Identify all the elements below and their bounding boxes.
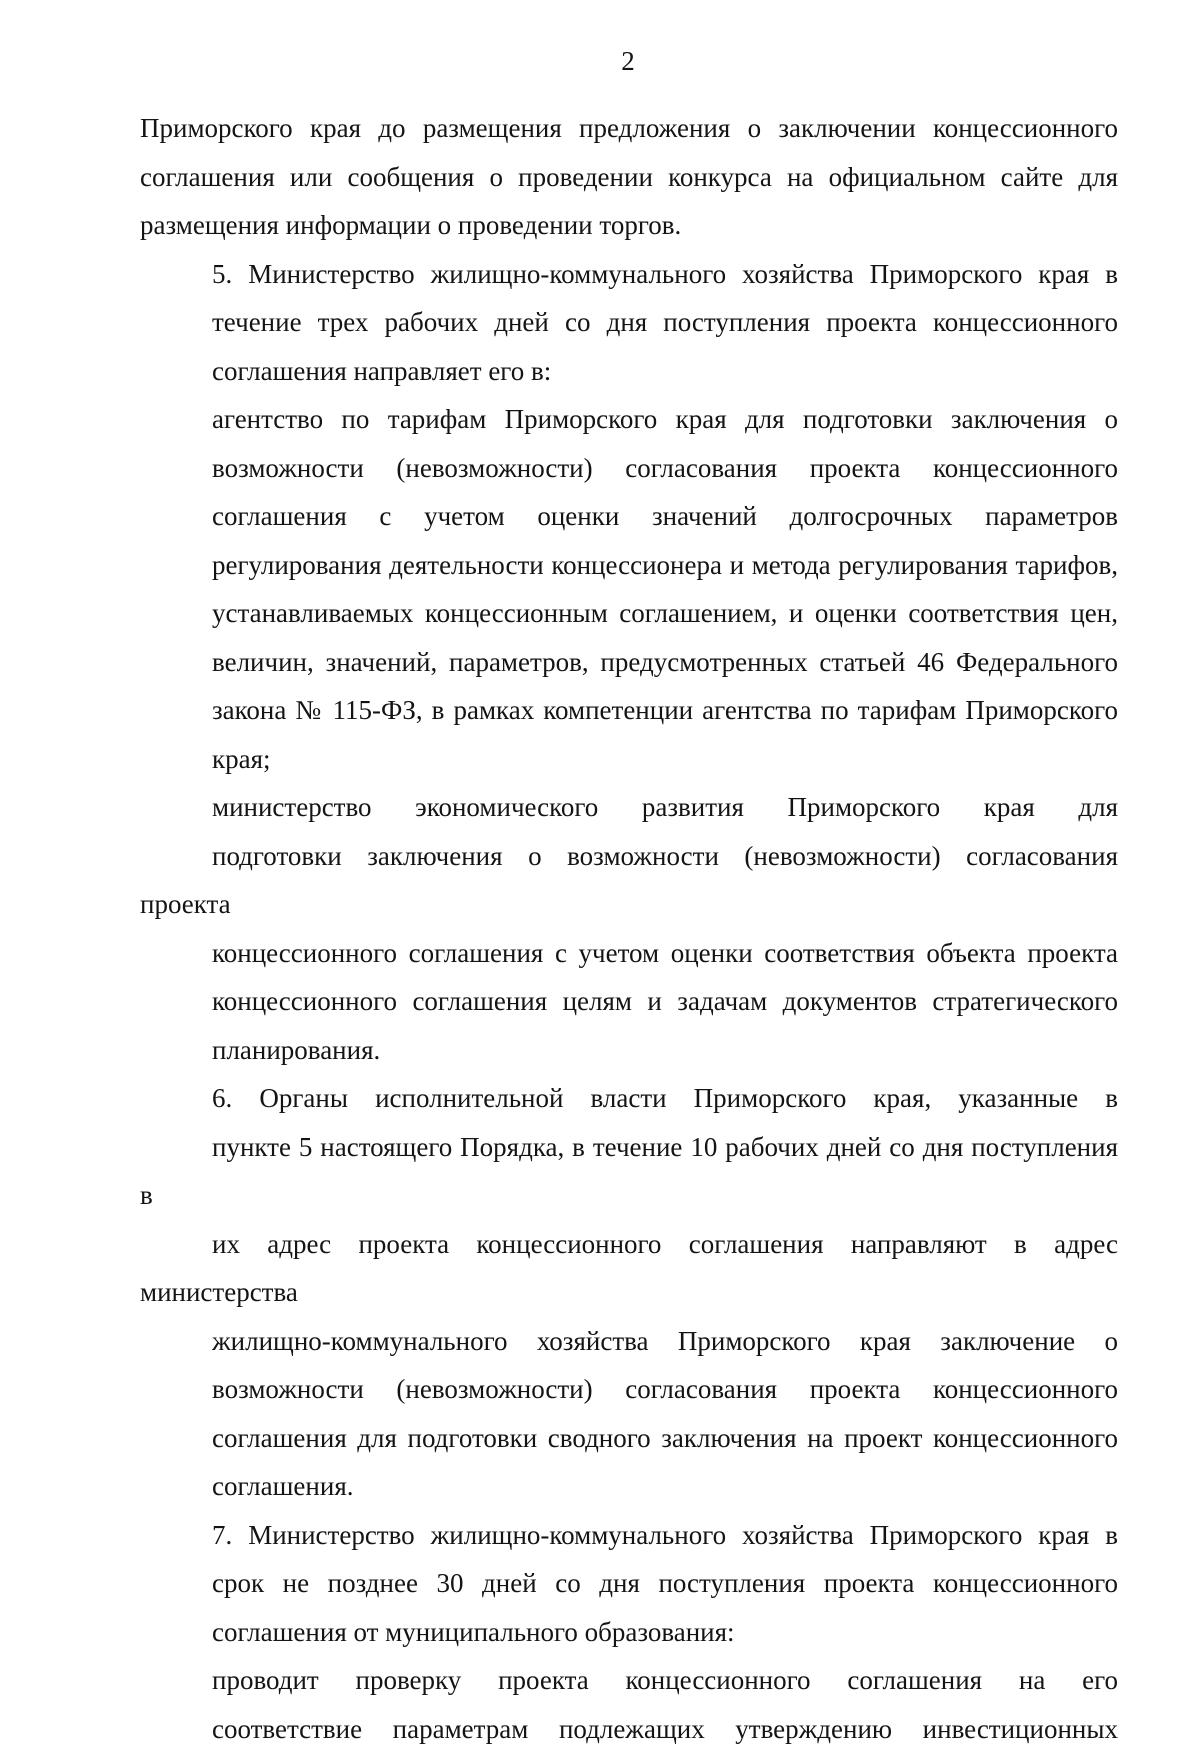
paragraph-tariff-agency [140, 395, 1118, 783]
text-line: 6. Органы исполнительной власти Приморского края, указанные в [140, 1074, 1118, 1123]
text-line: концессионного соглашения целям и задачам документов стратегического [140, 977, 1118, 1026]
paragraph-continuation [140, 104, 1118, 250]
text-line: возможности (невозможности) согласования проекта концессионного [140, 444, 1118, 493]
text-line: соглашения с учетом оценки значений долгосрочных параметров [140, 492, 1118, 541]
text-line: 5. Министерство жилищно-коммунального хозяйства Приморского края в [140, 250, 1118, 299]
text-line: Приморского края до размещения предложения о заключении концессионного [140, 104, 1118, 153]
paragraph-economy-ministry [140, 783, 1118, 1074]
document-body [140, 104, 1118, 1753]
text-line: соглашения или сообщения о проведении конкурса на официальном сайте для [140, 153, 1118, 202]
text-line: края; [140, 735, 1118, 784]
text-line: планирования. [140, 1026, 1118, 1075]
page-number: 2 [28, 44, 1200, 78]
text-line: их адрес проекта концессионного соглашения направляют в адрес министерства [140, 1220, 1118, 1317]
text-line: устанавливаемых концессионным соглашением, и оценки соответствия цен, [140, 589, 1118, 638]
text-line: подготовки заключения о возможности (невозможности) согласования проекта [140, 832, 1118, 929]
text-line: соглашения направляет его в: [140, 347, 1118, 396]
text-line: пункте 5 настоящего Порядка, в течение 10 рабочих дней со дня поступления в [140, 1123, 1118, 1220]
text-line: соглашения для подготовки сводного заключения на проект концессионного [140, 1414, 1118, 1463]
text-line: 7. Министерство жилищно-коммунального хозяйства Приморского края в [140, 1511, 1118, 1560]
text-line: срок не позднее 30 дней со дня поступления проекта концессионного [140, 1559, 1118, 1608]
text-line: течение трех рабочих дней со дня поступления проекта концессионного [140, 298, 1118, 347]
text-line: соглашения. [140, 1462, 1118, 1511]
text-line: министерство экономического развития Приморского края для [140, 783, 1118, 832]
paragraph-item-5 [140, 250, 1118, 396]
text-line: проводит проверку проекта концессионного соглашения на его [140, 1656, 1118, 1705]
text-line: жилищно-коммунального хозяйства Приморского края заключение о [140, 1317, 1118, 1366]
text-line: размещения информации о проведении торгов. [140, 201, 1118, 250]
paragraph-item-7-check [140, 1656, 1118, 1753]
text-line: возможности (невозможности) согласования проекта концессионного [140, 1365, 1118, 1414]
text-line: соглашения от муниципального образования: [140, 1608, 1118, 1657]
text-line: агентство по тарифам Приморского края для подготовки заключения о [140, 395, 1118, 444]
text-line: закона № 115-ФЗ, в рамках компетенции агентства по тарифам Приморского [140, 686, 1118, 735]
paragraph-item-7 [140, 1511, 1118, 1657]
text-line: величин, значений, параметров, предусмотренных статьей 46 Федерального [140, 638, 1118, 687]
text-line: соответствие параметрам подлежащих утверждению инвестиционных [140, 1705, 1118, 1753]
text-line: регулирования деятельности концессионера и метода регулирования тарифов, [140, 541, 1118, 590]
text-line: концессионного соглашения с учетом оценки соответствия объекта проекта [140, 929, 1118, 978]
paragraph-item-6 [140, 1074, 1118, 1511]
